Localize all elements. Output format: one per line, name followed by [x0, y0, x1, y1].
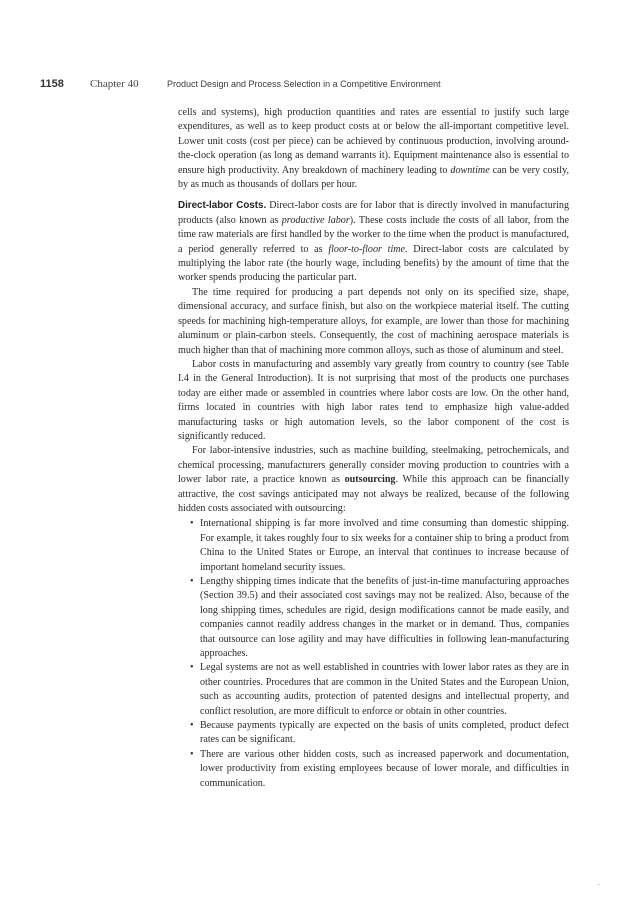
list-item-text: Legal systems are not as well established in countries with lower labor rates as they are in other countries. Procedures that are common in the United States and the European Union, such as accounting audits, protection of patented designs and intellectual property, and conflict resolution, are more difficult to enforce or obtain in other countries.	[200, 662, 569, 717]
list-item	[190, 748, 569, 791]
floor-to-floor-term: floor-to-floor time	[328, 243, 406, 255]
bullet-icon: •	[190, 662, 194, 674]
labor-costs-paragraph: Labor costs in manufacturing and assembly vary greatly from country to country (see Table I.4 in the General Introduction). It is not surprising that most of the products one purchases today are either made or assembled in countries where labor costs are low. On the other hand, firms located in countries with high labor rates tend to emphasize high value-added manufacturing tasks or high automation levels, so the labor component of the cost is significantly reduced.	[178, 358, 569, 442]
bullet-icon: •	[190, 720, 194, 732]
page-number: 1158	[40, 78, 64, 90]
outsourcing-term: outsourcing	[344, 474, 396, 486]
direct-labor-paragraph	[178, 199, 569, 285]
running-head	[40, 78, 600, 92]
intro-end-text: can be very costly, by as much as thousands of dollars per hour.	[178, 164, 569, 191]
body-text-column	[178, 106, 569, 791]
list-item-text: There are various other hidden costs, such as increased paperwork and documentation, lower productivity from existing employees because of lower morale, and difficulties in communication.	[200, 748, 569, 789]
list-item-text: Lengthy shipping times indicate that the benefits of just-in-time manufacturing approaches (Section 39.5) and their associated cost savings may not be realized. Also, because of the long shipping times, schedules are rigid, design modifications cannot be made easily, and companies cannot readily address changes in the market or in demand. Thus, companies that outsource can lose agility and may have difficulties in following lean-manufacturing approaches.	[200, 576, 569, 660]
list-item	[190, 575, 569, 661]
hidden-costs-list	[178, 517, 569, 791]
direct-labor-heading: Direct-labor Costs.	[178, 200, 267, 212]
chapter-title: Product Design and Process Selection in a Competitive Environment	[167, 79, 441, 89]
direct-labor-text-1: Direct-labor costs are for labor that is directly involved in manufacturing products (also known as	[178, 200, 570, 226]
list-item	[190, 517, 569, 575]
chapter-label: Chapter 40	[90, 78, 139, 90]
direct-labor-text-3: . Direct-labor costs are calculated by multiplying the labor rate (the hourly wage, including benefits) by the amount of time that the worker spends producing the particular part.	[178, 243, 569, 284]
corner-mark: .	[598, 878, 600, 887]
outsourcing-paragraph	[178, 444, 569, 516]
intro-continuation-paragraph	[178, 106, 569, 192]
bullet-icon: •	[190, 518, 194, 530]
downtime-term: downtime	[450, 164, 490, 176]
bullet-icon: •	[190, 576, 194, 587]
outsourcing-text-2: . While this approach can be financially attractive, the cost savings anticipated may not always be realized, because of the following hidden costs associated with outsourcing:	[178, 474, 569, 514]
list-item	[190, 661, 569, 719]
list-item	[190, 719, 569, 748]
time-required-paragraph: The time required for producing a part depends not only on its specified size, shape, dimensional accuracy, and surface finish, but also on the workpiece material itself. The cutting speeds for machining high-temperature alloys, for example, are lower than those for machining aluminum or plain-carbon steels. Consequently, the cost of machining aerospace materials is much higher than that of machining more common alloys, such as those of aluminum and steel.	[178, 286, 569, 356]
outsourcing-text-1: For labor-intensive industries, such as machine building, steelmaking, petrochemicals, and chemical processing, manufacturers generally consider moving production to countries with a lower labor rate, a practice known as	[178, 445, 569, 486]
direct-labor-text-2: ). These costs include the costs of all labor, from the time raw materials are first handled by the worker to the time when the product is manufactured, a period generally referred to as	[178, 214, 569, 255]
intro-text: cells and systems), high production quantities and rates are essential to justify such large expenditures, as well as to keep product costs at or below the all-important competitive level. Lower unit costs (cost per piece) can be achieved by continuous production, involving around-the-clock operation (as long as demand warrants it). Equipment maintenance also is essential to ensure high productivity. Any breakdown of machinery leading to	[178, 107, 569, 176]
list-item-text: International shipping is far more involved and time consuming than domestic shipping. For example, it takes roughly four to six weeks for a container ship to bring a product from China to the United States or Europe, an interval that continues to increase because of important homeland security issues.	[200, 518, 569, 573]
list-item-text: Because payments typically are expected on the basis of units completed, product defect rates can be significant.	[200, 720, 569, 746]
bullet-icon: •	[190, 748, 194, 760]
productive-labor-term: productive labor	[281, 214, 350, 226]
